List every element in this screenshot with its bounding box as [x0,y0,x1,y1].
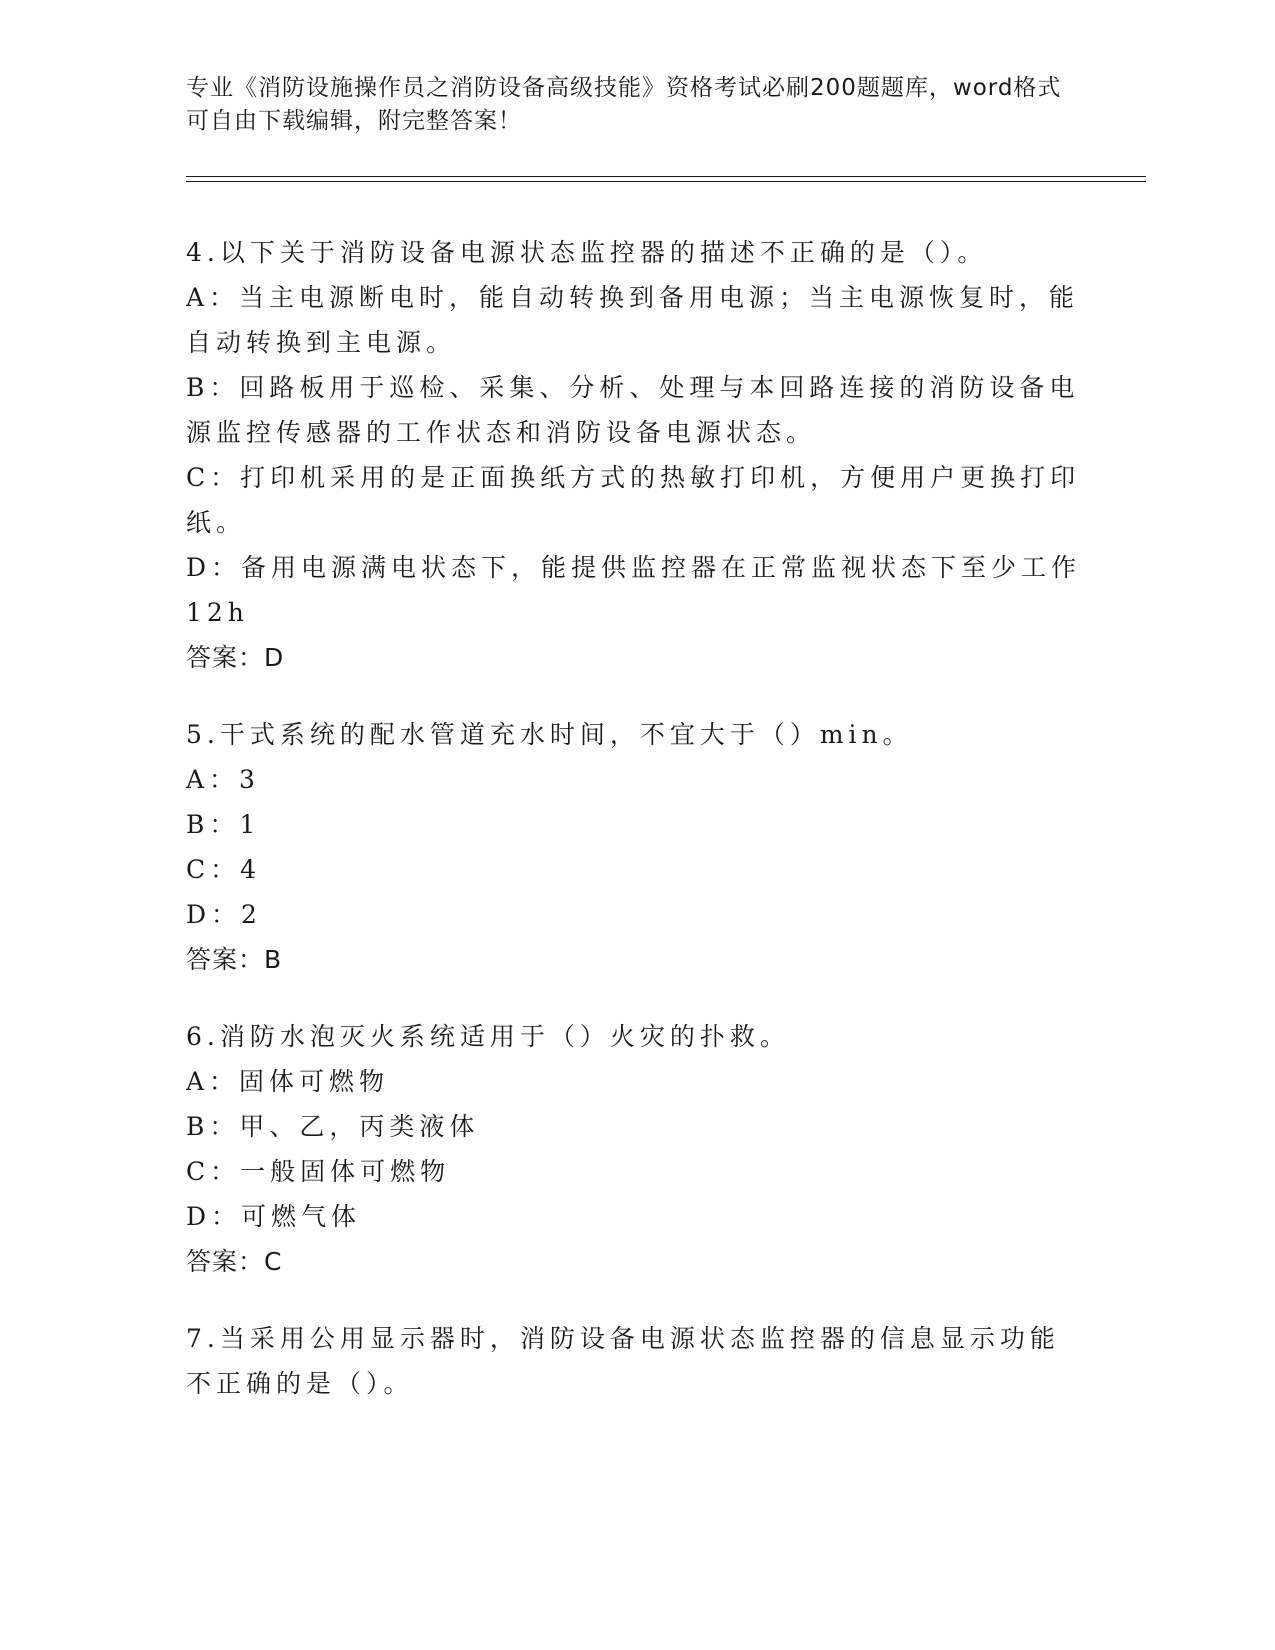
question-6 [186,1014,1086,1284]
header-divider-top [186,176,1146,177]
question-list [186,230,1086,1438]
option-a: A：当主电源断电时，能自动转换到备用电源；当主电源恢复时，能自动转换到主电源。 [186,283,1080,357]
option-c: C：一般固体可燃物 [186,1157,451,1186]
question-title: 5.干式系统的配水管道充水时间，不宜大于（）min。 [186,720,913,749]
answer: 答案：B [186,945,283,974]
option-b: B：回路板用于巡检、采集、分析、处理与本回路连接的消防设备电源监控传感器的工作状态和消防设备电源状态。 [186,373,1080,447]
option-c: C：4 [186,855,262,884]
question-title: 6.消防水泡灭火系统适用于（）火灾的扑救。 [186,1022,790,1051]
option-a: A：3 [186,765,260,794]
question-5 [186,712,1086,982]
option-d: D：2 [186,900,262,929]
option-b: B：1 [186,810,261,839]
option-d: D：可燃气体 [186,1202,362,1231]
question-title: 4.以下关于消防设备电源状态监控器的描述不正确的是（）。 [186,238,988,267]
answer: 答案：C [186,1247,283,1276]
option-c: C：打印机采用的是正面换纸方式的热敏打印机，方便用户更换打印纸。 [186,463,1081,537]
document-header: 专业《消防设施操作员之消防设备高级技能》资格考试必刷200题题库，word格式可自由下载编辑，附完整答案！ [186,75,1062,134]
answer: 答案：D [186,643,285,672]
question-4 [186,230,1086,680]
option-d: D：备用电源满电状态下，能提供监控器在正常监视状态下至少工作12h [186,553,1082,627]
question-title: 7.当采用公用显示器时，消防设备电源状态监控器的信息显示功能不正确的是（）。 [186,1324,1060,1398]
question-7 [186,1316,1086,1406]
header-divider-bottom [186,181,1146,182]
option-a: A：固体可燃物 [186,1067,390,1096]
option-b: B：甲、乙，丙类液体 [186,1112,480,1141]
